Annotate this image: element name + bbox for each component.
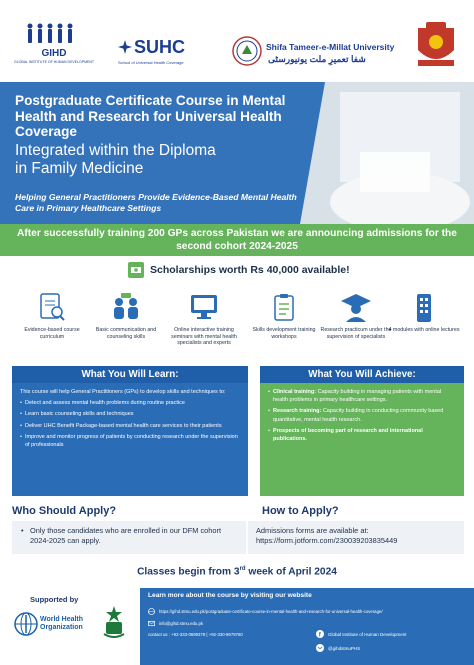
- learn-list: [20, 399, 240, 449]
- header-logos: [0, 0, 474, 82]
- scholarship-text: Scholarships worth Rs 40,000 available!: [150, 264, 350, 276]
- list-item: • Detect and assess mental health problems during routine practice: [20, 399, 240, 407]
- list-item: [268, 407, 456, 423]
- who-logo: [14, 610, 84, 642]
- item-bold: Research training:: [273, 408, 322, 415]
- feature-label: 4 modules with online lectures: [388, 327, 460, 333]
- money-icon: [128, 262, 144, 278]
- supported-by-label: Supported by: [30, 595, 79, 604]
- email-row[interactable]: [148, 620, 203, 627]
- twitter-icon: [316, 644, 324, 652]
- university-seal-icon: [232, 36, 262, 66]
- globe-icon: [14, 612, 38, 636]
- list-item: [268, 427, 456, 443]
- pakistan-emblem-icon: [100, 604, 128, 640]
- feature-icons: [0, 292, 474, 362]
- shifa-name: Shifa Tameer-e-Millat University: [266, 42, 395, 52]
- classes-start: [0, 566, 474, 577]
- item-text: Capacity building in conducting community based quantitative, mental health research.: [273, 408, 444, 423]
- counseling-icon: [109, 292, 143, 324]
- svg-text:f: f: [318, 632, 321, 638]
- hero-banner: [0, 82, 474, 224]
- course-subtitle: Integrated within the Diploma in Family Medicine: [15, 142, 216, 177]
- twitter-handle[interactable]: @gihdstmuPHS: [328, 645, 361, 651]
- website-link[interactable]: https://gihd.stmu.edu.pk/postgraduate-certificate-course-in-mental-health-and-research-for-universal-health-coverage/: [159, 609, 383, 614]
- feature-label: Skills development training workshops: [252, 327, 316, 340]
- clipboard-icon: [267, 292, 301, 324]
- classes-pre: Classes begin from 3: [137, 566, 240, 578]
- feature-curriculum: [12, 292, 92, 340]
- who-text: • Only those candidates who are enrolled in our DFM cohort 2024-2025 can apply.: [12, 521, 246, 554]
- list-item: • Deliver UHC Benefit Package-based mental health care services to their patients: [20, 422, 240, 430]
- feature-label: Online interactive training seminars with mental health specialists and experts: [171, 327, 237, 346]
- scholarship-notice: [128, 261, 350, 279]
- feature-label: Evidence-based course curriculum: [24, 327, 80, 340]
- learn-achieve-section: [12, 366, 464, 496]
- feature-label: Research practicum under the supervision of specialists: [320, 327, 392, 340]
- course-title: Postgraduate Certificate Course in Mental Health and Research for Universal Health Coverage: [15, 93, 286, 139]
- list-item: [268, 388, 456, 404]
- suhc-name: SUHC: [134, 37, 186, 57]
- announcement-banner: After successfully training 200 GPs across Pakistan we are announcing admissions for the second cohort 2024-2025: [0, 224, 474, 256]
- how-heading: How to Apply?: [262, 505, 339, 517]
- list-item: • Learn basic counseling skills and techniques: [20, 410, 240, 418]
- course-tagline: Helping General Practitioners Provide Evidence-Based Mental Health Care in Primary Healthcare Settings: [15, 192, 297, 213]
- gihd-subtitle: GLOBAL INSTITUTE OF HUMAN DEVELOPMENT: [14, 60, 94, 64]
- feature-label: Basic communication and counseling skills: [95, 327, 157, 340]
- gihd-name: GIHD: [41, 48, 67, 59]
- email-icon: [148, 620, 155, 627]
- shifa-urdu-name: شفا تعمیرِ ملت یونیورسٹی: [268, 54, 366, 64]
- email-link[interactable]: info@gihd.stmu.edu.pk: [159, 621, 204, 626]
- achieve-panel: [260, 383, 464, 496]
- contact-row: [148, 632, 243, 637]
- suhc-subtitle: School of Universal Health Coverage: [118, 60, 184, 65]
- footer-contact: [140, 588, 474, 665]
- document-search-icon: [35, 292, 69, 324]
- twitter-row[interactable]: [316, 644, 360, 652]
- classes-post: week of April 2024: [245, 566, 337, 578]
- learn-panel: [12, 383, 248, 496]
- star-icon: [118, 40, 132, 54]
- facebook-icon: [316, 630, 324, 638]
- monitor-icon: [187, 292, 221, 324]
- people-icon: [24, 22, 76, 44]
- crest-icon: [414, 20, 458, 70]
- contact-numbers: contact us : +92-333-0699378 | +92-330-9979760: [148, 632, 243, 637]
- item-text: Capacity building in managing patients with mental health problems in primary healthcare settings.: [273, 389, 442, 404]
- who-name: World Health Organization: [40, 616, 84, 631]
- who-heading: Who Should Apply?: [12, 505, 117, 517]
- facebook-row[interactable]: [316, 630, 407, 638]
- learn-heading: What You Will Learn:: [12, 366, 248, 383]
- building-icon: [407, 292, 441, 324]
- feature-workshops: [244, 292, 324, 340]
- achieve-heading: What You Will Achieve:: [260, 366, 464, 383]
- footer-title: Learn more about the course by visiting our website: [148, 592, 312, 599]
- item-bold: Clinical training:: [273, 389, 317, 395]
- item-bold: Prospects of becoming part of research and international publications.: [273, 427, 423, 443]
- graduate-icon: [339, 292, 373, 324]
- globe-icon: [148, 608, 155, 615]
- feature-online-seminars: [164, 292, 244, 347]
- list-item: • Improve and monitor progress of patients by conducting research under the supervision of professionals: [20, 433, 240, 449]
- website-row[interactable]: [148, 608, 383, 615]
- classes-sup: rd: [239, 566, 246, 572]
- feature-modules: [384, 292, 464, 334]
- facebook-name[interactable]: Global Institute of Human Development: [328, 631, 407, 637]
- suhc-logo: [116, 0, 216, 82]
- crest-logo: [414, 0, 460, 82]
- how-text[interactable]: Admissions forms are available at: https://form.jotform.com/230039203835449: [248, 521, 464, 554]
- gihd-logo: [14, 0, 94, 82]
- feature-counseling: [86, 292, 166, 340]
- shifa-logo: [232, 0, 395, 82]
- achieve-list: [268, 388, 456, 443]
- learn-intro: This course will help General Practitioners (GPs) to develop skills and techniques to:: [20, 389, 226, 395]
